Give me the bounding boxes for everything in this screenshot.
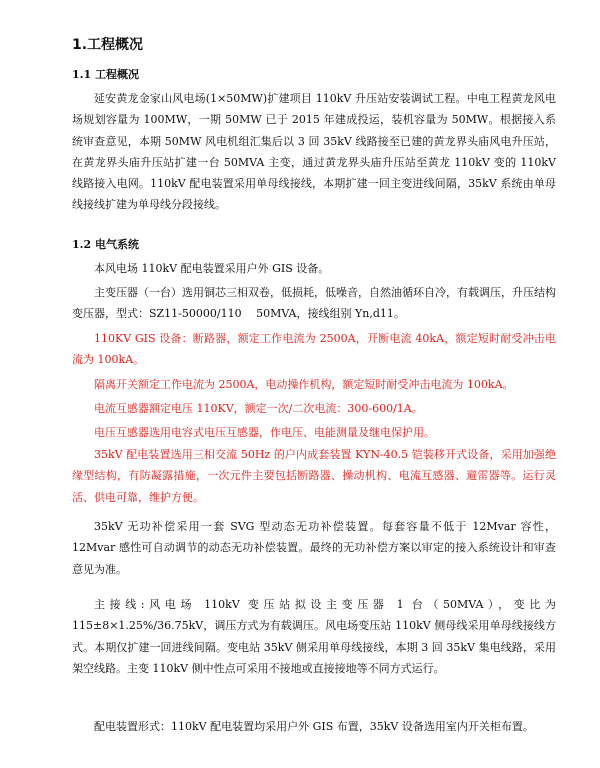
section-1-1-title: 1.1 工程概况 — [72, 68, 139, 81]
current-transformer-paragraph: 电流互感器额定电压 110KV，额定一次/二次电流：300-600/1A。 — [94, 402, 423, 415]
gis-intro-paragraph: 本风电场 110kV 配电装置采用户外 GIS 设备。 — [94, 262, 330, 275]
gis-equipment-paragraph: 110KV GIS 设备：断路器，额定工作电流为 2500A，开断电流 40kA，额定短时耐受冲击电流为 100kA。 — [72, 332, 556, 367]
disconnector-paragraph: 隔离开关额定工作电流为 2500A，电动操作机构，额定短时耐受冲击电流为 100kA。 — [94, 378, 514, 391]
document-heading: 1.工程概况 — [72, 37, 144, 53]
section-1-1-paragraph: 延安黄龙金家山风电场(1×50MW)扩建项目 110kV 升压站安装调试工程。中电工程黄龙风电场规划容量为 100MW，一期 50MW 已于 2015 年建成投运，装机容量为 50MW。根据接入系统审查意见，本期 50MW 风电机组汇集后以 3 回 35kV 线路接至已建的黄龙界头庙风电升压站，在黄龙界头庙升压站扩建一台 50MVA 主变，通过黄龙界头庙升压站至黄龙 110kV 变的 110kV 线路接入电网。110kV 配电装置采用单母线接线，本期扩建一回主变进线间隔，35kV 系统由单母线接线扩建为单母线分段接线。 — [72, 92, 556, 212]
switchgear-35kv-paragraph: 35kV 配电装置选用三相交流 50Hz 的户内成套装置 KYN-40.5 铠装移开式设备，采用加强绝缘型结构，有防凝露措施，一次元件主要包括断路器、操动机构、电流互感器、避雷器等。运行灵活、供电可靠，维护方便。 — [72, 448, 556, 504]
voltage-transformer-paragraph: 电压互感器选用电容式电压互感器，作电压、电能测量及继电保护用。 — [94, 426, 435, 439]
main-wiring-paragraph: 主接线:风电场 110kV 变压站拟设主变压器 1 台（50MVA），变比为 115±8×1.25%/36.75kV，调压方式为有载调压。风电场变压站 110kV 侧母线采用单母线接线方式。本期仅扩建一回进线间隔。变电站 35kV 侧采用单母线接线，本期 3 回 35kV 集电线路，采用架空线路。主变 110kV 侧中性点可采用不接地或直接接地等不同方式运行。 — [72, 598, 556, 675]
section-1-2-title: 1.2 电气系统 — [72, 238, 139, 251]
main-transformer-paragraph: 主变压器（一台）选用铜芯三相双卷，低损耗，低噪音，自然油循环自冷，有载调压，升压结构变压器，型式：SZ11-50000/110 50MVA，接线组别 Yn,d11。 — [72, 286, 556, 321]
distribution-layout-paragraph: 配电装置形式：110kV 配电装置均采用户外 GIS 布置，35kV 设备选用室内开关柜布置。 — [94, 720, 534, 733]
reactive-compensation-paragraph: 35kV 无功补偿采用一套 SVG 型动态无功补偿装置。每套容量不低于 12Mvar 容性，12Mvar 感性可自动调节的动态无功补偿装置。最终的无功补偿方案以审定的接入系统设计和审查意见为准。 — [72, 520, 556, 576]
